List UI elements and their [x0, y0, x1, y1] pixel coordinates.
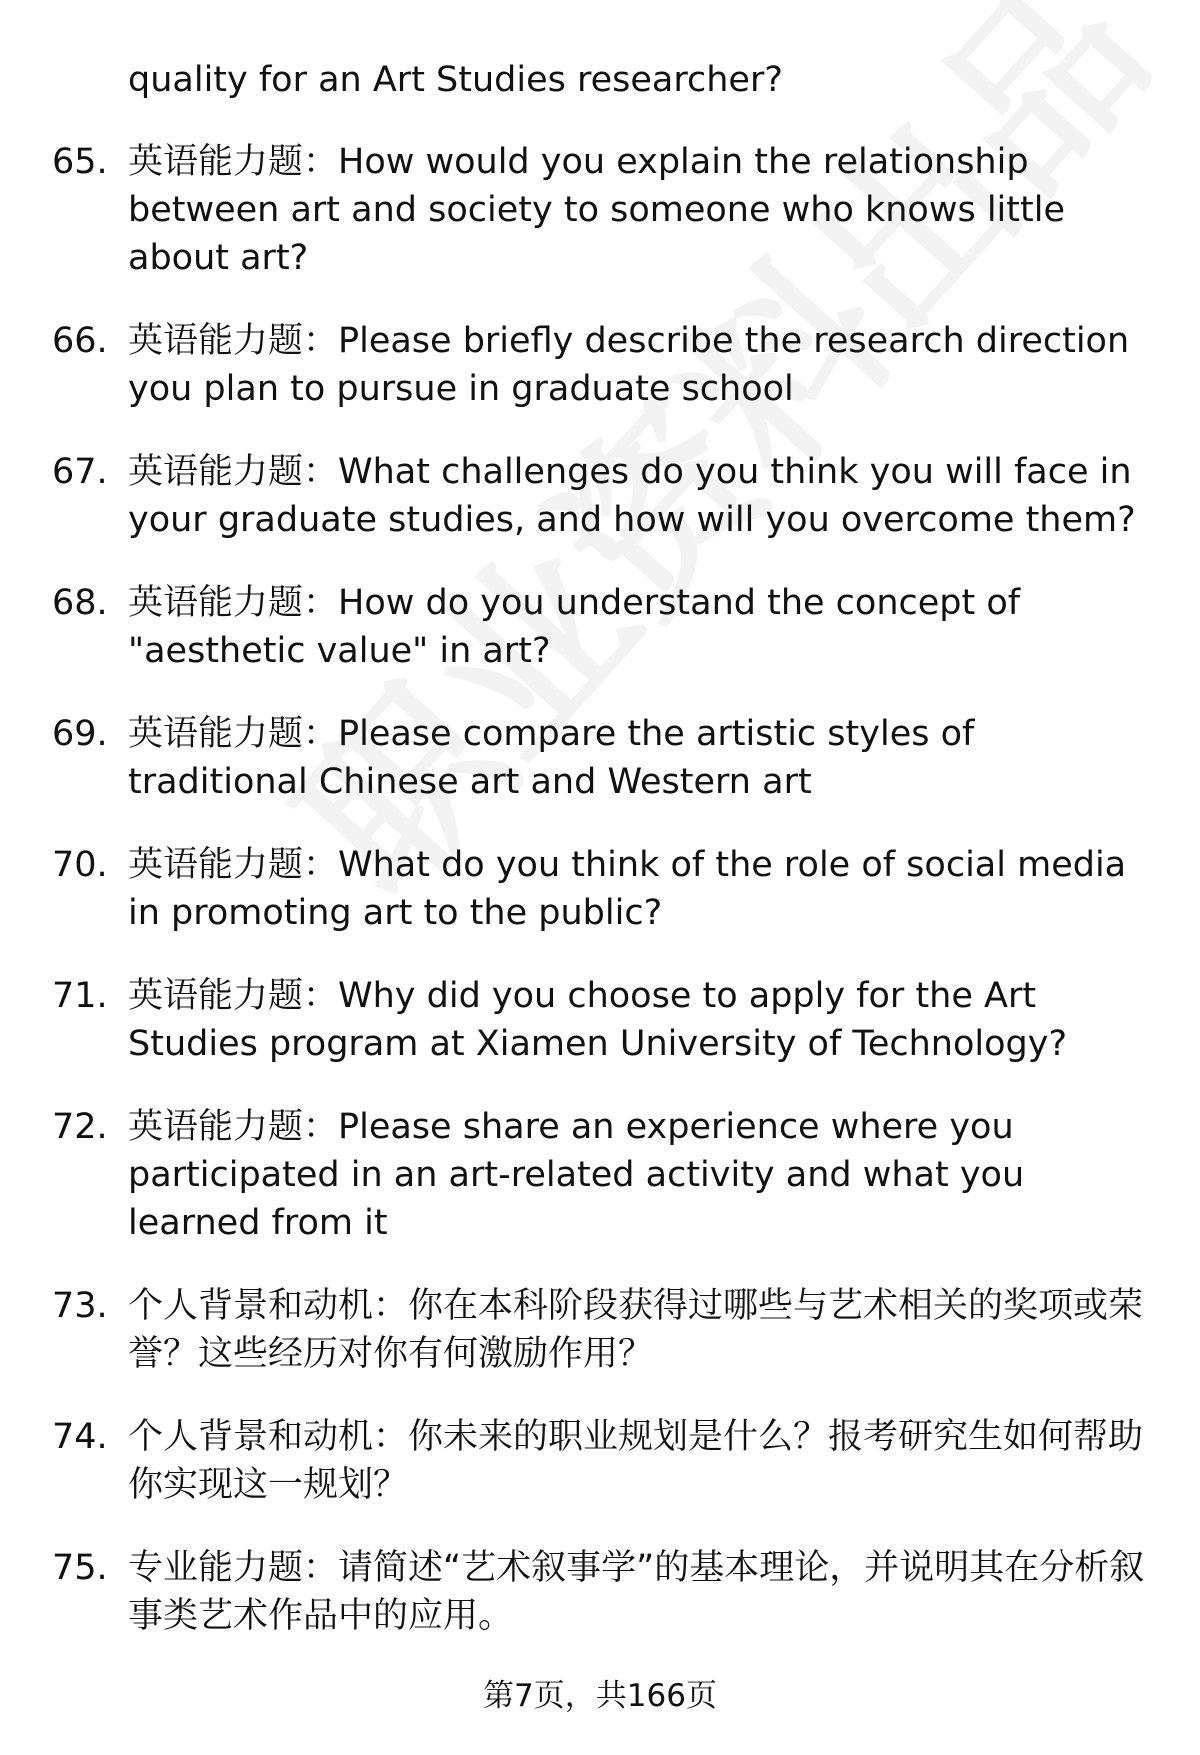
question-number: 72.	[52, 1107, 108, 1147]
question-item	[0, 317, 1200, 413]
question-item	[0, 448, 1200, 544]
question-item	[0, 138, 1200, 282]
question-number: 67.	[52, 452, 108, 492]
question-number: 73.	[52, 1286, 108, 1326]
question-text: 英语能力题：Please compare the artistic styles of traditional Chinese art and Western art	[128, 714, 975, 802]
question-number: 75.	[52, 1548, 108, 1588]
question-number: 71.	[52, 976, 108, 1016]
question-item	[0, 1282, 1200, 1378]
continued-question-text: quality for an Art Studies researcher?	[128, 60, 783, 100]
question-text: 英语能力题：Please share an experience where you participated in an art-related activity and what you learned from it	[128, 1107, 1025, 1243]
question-text: 英语能力题：Please briefly describe the research direction you plan to pursue in graduate school	[128, 321, 1130, 409]
question-text: 个人背景和动机：你未来的职业规划是什么？报考研究生如何帮助你实现这一规划？	[128, 1417, 1144, 1505]
question-text: 英语能力题：How would you explain the relationship between art and society to someone who knows little about art?	[128, 142, 1065, 278]
question-text: 个人背景和动机：你在本科阶段获得过哪些与艺术相关的奖项或荣誉？这些经历对你有何激励作用？	[128, 1286, 1144, 1374]
question-item	[0, 972, 1200, 1068]
question-item	[0, 710, 1200, 806]
question-text: 英语能力题：Why did you choose to apply for the Art Studies program at Xiamen University of Technology?	[128, 976, 1068, 1064]
question-number: 69.	[52, 714, 108, 754]
question-number: 74.	[52, 1417, 108, 1457]
question-item	[0, 1544, 1200, 1640]
question-number: 65.	[52, 142, 108, 182]
question-text: 专业能力题：请简述“艺术叙事学”的基本理论，并说明其在分析叙事类艺术作品中的应用。	[128, 1548, 1145, 1636]
question-number: 70.	[52, 845, 108, 885]
question-text: 英语能力题：How do you understand the concept of "aesthetic value" in art?	[128, 583, 1021, 671]
question-number: 66.	[52, 321, 108, 361]
question-item	[0, 841, 1200, 937]
question-number: 68.	[52, 583, 108, 623]
question-text: 英语能力题：What do you think of the role of social media in promoting art to the public?	[128, 845, 1127, 933]
question-text: 英语能力题：What challenges do you think you will face in your graduate studies, and how will you overcome them?	[128, 452, 1136, 540]
page-footer: 第7页，共166页	[483, 1678, 717, 1714]
question-item	[0, 579, 1200, 675]
question-item	[0, 1103, 1200, 1247]
question-item	[0, 1413, 1200, 1509]
question-list	[0, 138, 1200, 1675]
